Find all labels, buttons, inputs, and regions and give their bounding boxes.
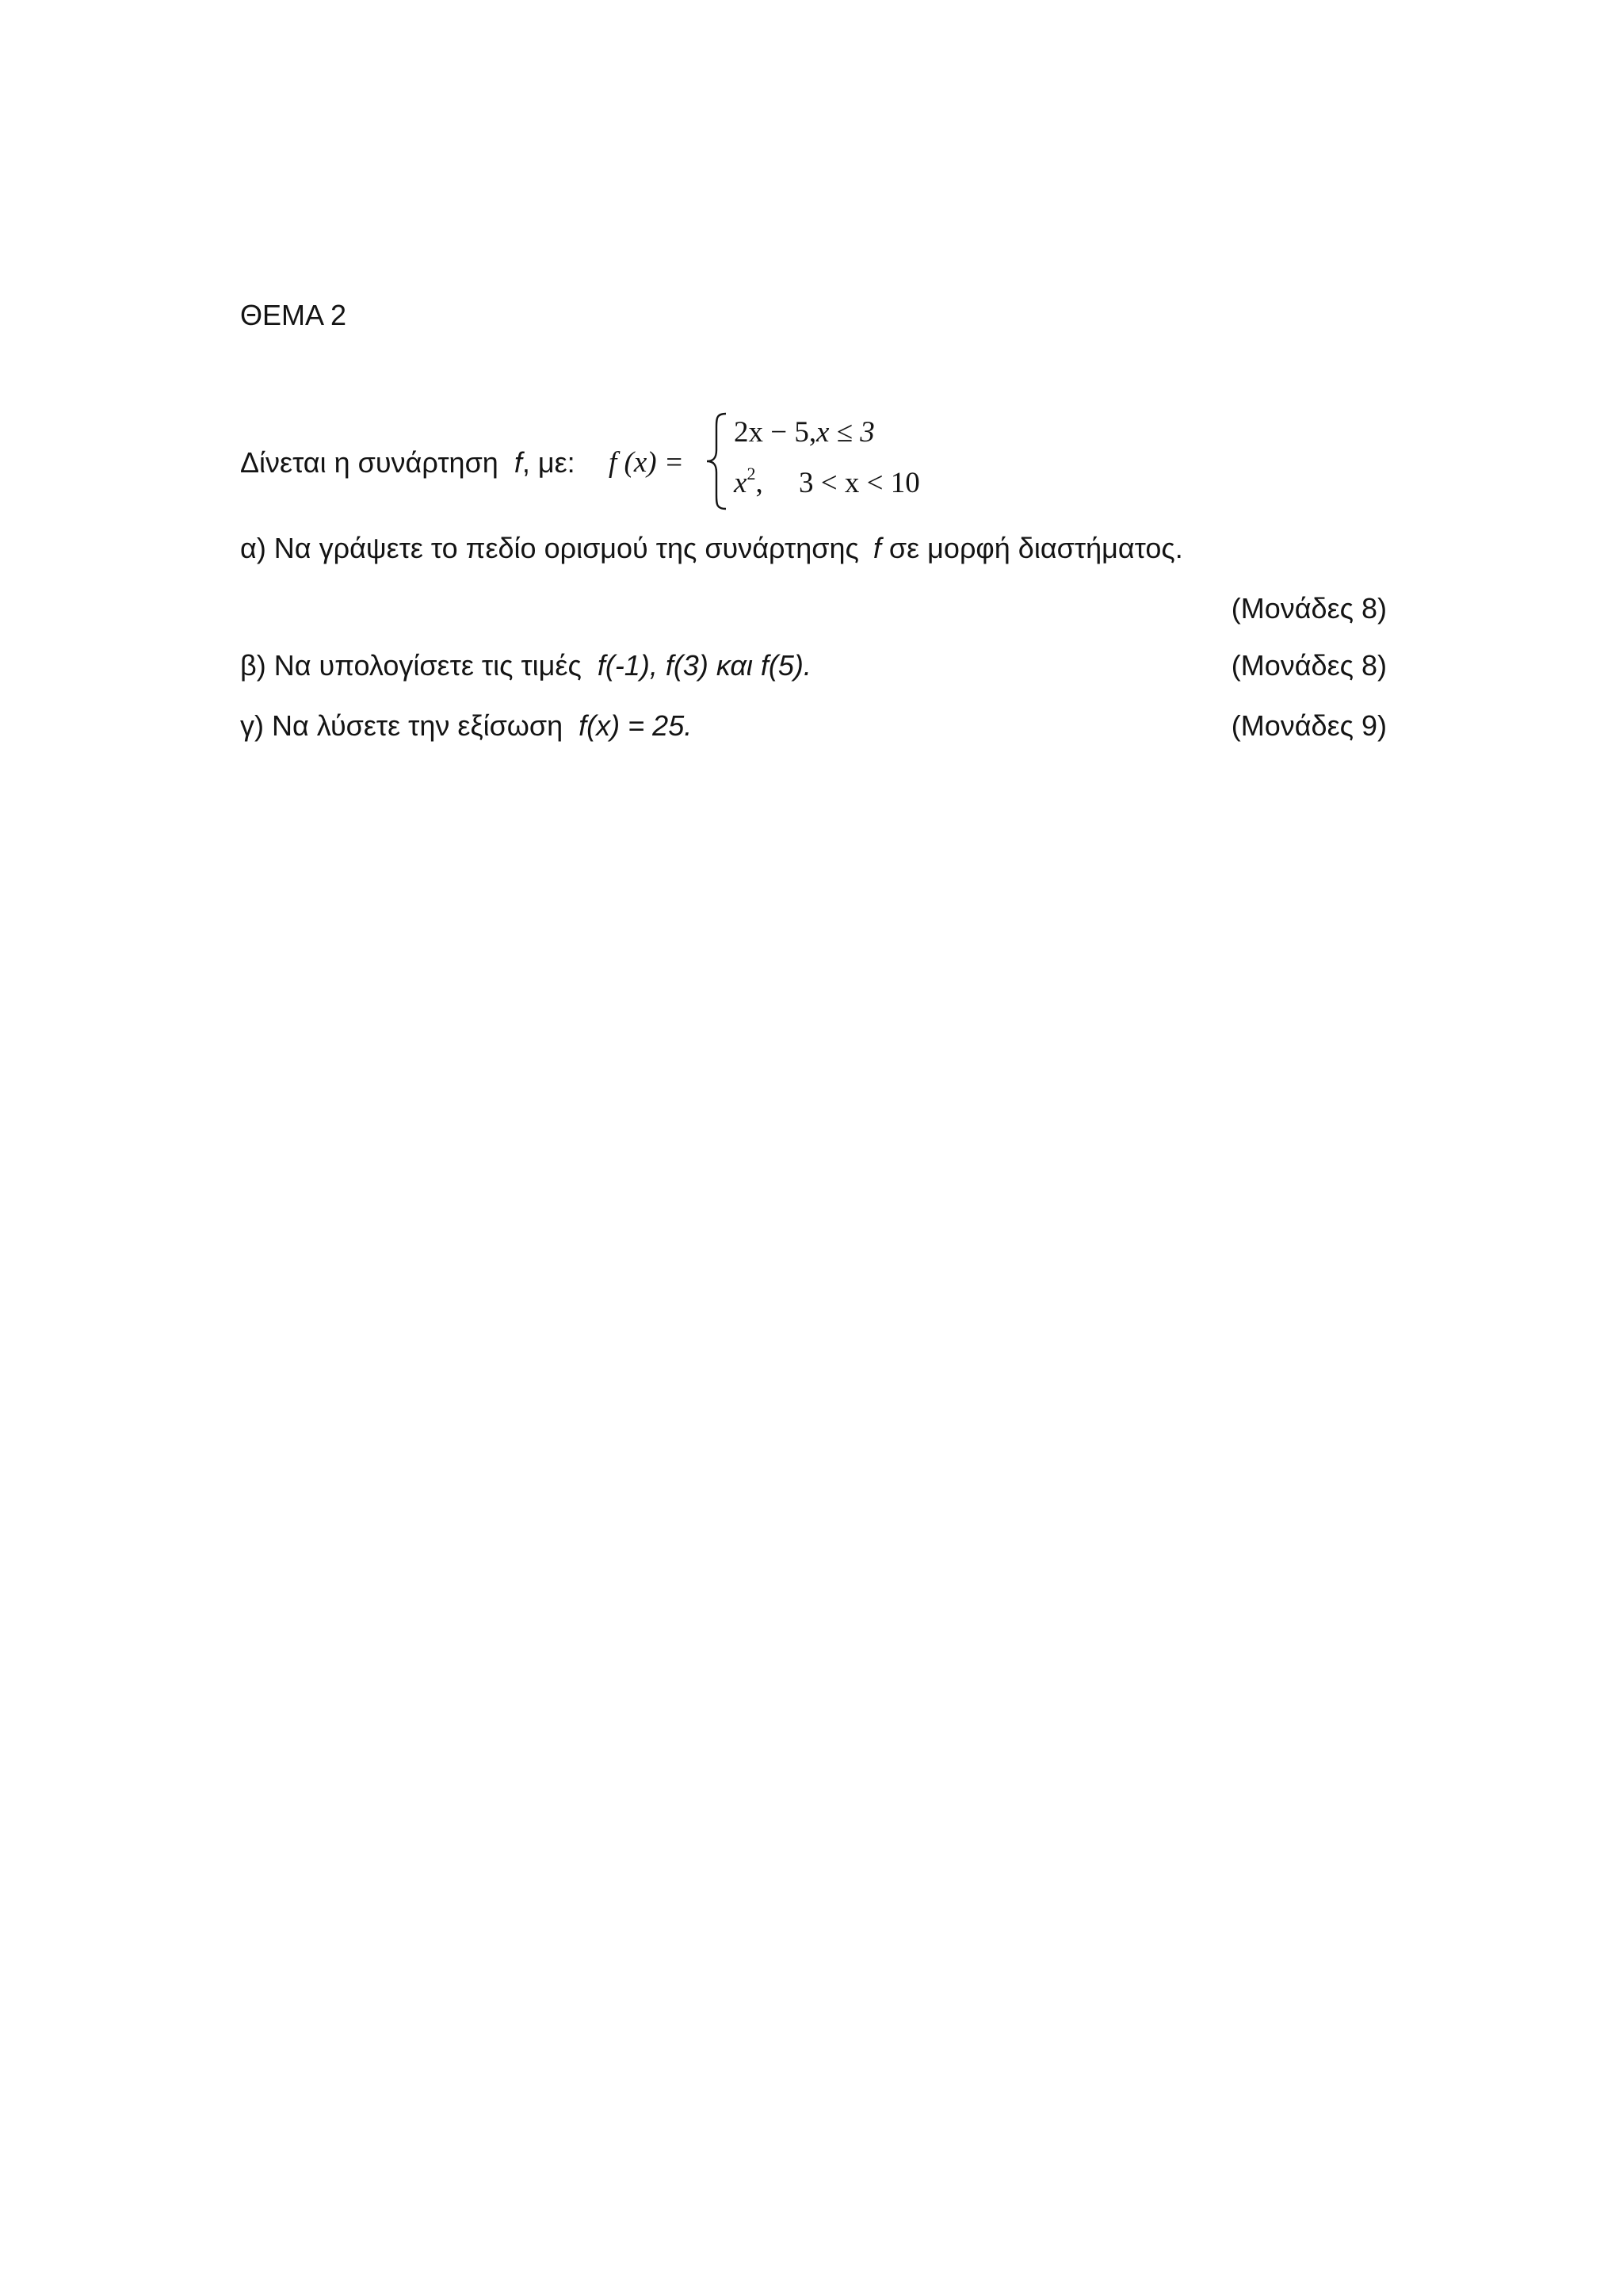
intro-after: , με: — [521, 446, 575, 479]
case2-condition: 3 < x < 10 — [799, 467, 920, 499]
question-a-text: α) Να γράψετε το πεδίο ορισμού της συνάρτησης — [240, 532, 859, 564]
question-a-func-name: f — [873, 532, 881, 564]
page-title — [240, 298, 346, 333]
question-b-expression: f(-1), f(3) και f(5). — [597, 649, 812, 682]
formula-lhs: f (x) = — [609, 446, 684, 479]
question-c-expression: f(x) = 25. — [579, 709, 693, 742]
question-c-points: (Μονάδες 9) — [1231, 709, 1387, 742]
case1-condition: x ≤ 3 — [816, 416, 875, 449]
case2-expression: $x^2$, — [734, 464, 763, 499]
intro-func-name: f — [514, 446, 522, 479]
case2-exponent: 2 — [747, 464, 756, 483]
question-c — [240, 709, 692, 743]
question-a-text-after: σε μορφή διαστήματος. — [888, 532, 1183, 564]
intro-text: Δίνεται η συνάρτηση — [240, 446, 498, 479]
question-c-text: γ) Να λύσετε την εξίσωση — [240, 709, 563, 742]
case1-expression: 2x − 5, — [734, 416, 817, 449]
question-b — [240, 648, 812, 683]
piecewise-formula — [609, 411, 941, 515]
question-b-text: β) Να υπολογίσετε τις τιμές — [240, 649, 582, 682]
function-intro — [240, 445, 575, 480]
page-title-text: ΘΕΜΑ 2 — [240, 299, 347, 331]
left-brace-icon — [705, 411, 729, 512]
question-a-points: (Μονάδες 8) — [1231, 592, 1387, 625]
question-b-points: (Μονάδες 8) — [1231, 649, 1387, 682]
question-a — [240, 531, 1183, 566]
